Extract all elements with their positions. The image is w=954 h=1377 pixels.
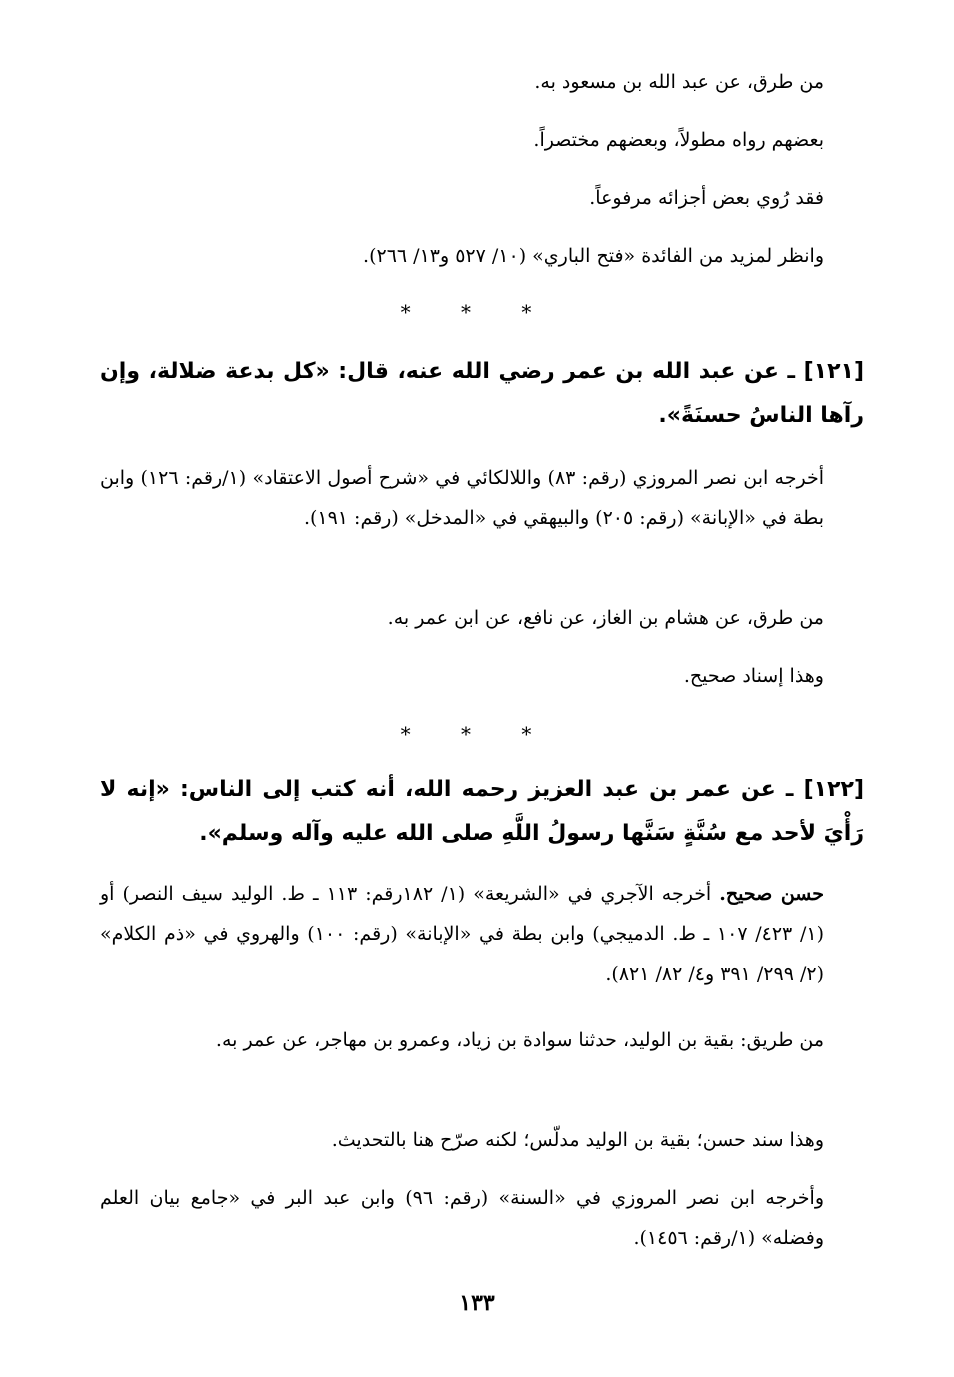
hadith-heading: [١٢٢] ـ عن عمر بن عبد العزيز رحمه الله، أنه كتب إلى الناس: «إنه لا رَأْيَ لأحد مع سُنَّةٍ سَنَّها رسولُ اللَّهِ صلى الله عليه وآله وسلم». [100,777,864,846]
text-line: بعضهم رواه مطولاً، وبعضهم مختصراً. [533,129,824,151]
section-separator: * * * [400,300,554,324]
grading-label: حسن صحيح. [719,883,824,905]
page-number: ١٣٣ [459,1290,495,1316]
hadith-grading: وهذا سند حسن؛ بقية بن الوليد مدلّس؛ لكنه صرّح هنا بالتحديث. [331,1129,824,1151]
hadith-heading: [١٢١] ـ عن عبد الله بن عمر رضي الله عنه، قال: «كل بدعة ضلالة، وإن رآها الناسُ حسنَةً». [100,359,864,428]
takhrij-text: أخرجه الآجري في «الشريعة» (١/ ١٨٢رقم: ١١٣ ـ ط. الوليد سيف النصر) أو (١/ ٤٢٣/ ١٠٧ ـ ط. الدميجي) وابن بطة في «الإبانة» (رقم: ١٠٠) والهروي في «ذم الكلام» (٢/ ٢٩٩/ ٣٩١ و٤/ ٨٢/ ٨٢١). [100,883,824,985]
text-line: وانظر لمزيد من الفائدة «فتح الباري» (١٠/ ٥٢٧ و١٣/ ٢٦٦). [363,245,824,267]
text-line: فقد رُوي بعض أجزائه مرفوعاً. [589,187,824,209]
hadith-grading: وهذا إسناد صحيح. [683,665,824,687]
section-separator: * * * [400,722,554,746]
text-line: من طرق، عن عبد الله بن مسعود به. [534,71,824,93]
takhrij-text: أخرجه ابن نصر المروزي (رقم: ٨٣) واللالكائي في «شرح أصول الاعتقاد» (١/رقم: ١٢٦) وابن بطة في «الإبانة» (رقم: ٢٠٥) والبيهقي في «المدخل» (رقم: ١٩١). [100,467,824,529]
hadith-additional: وأخرجه ابن نصر المروزي في «السنة» (رقم: ٩٦) وابن عبد البر في «جامع بيان العلم وفضله» (١/رقم: ١٤٥٦). [100,1187,824,1249]
hadith-takhrij [100,874,864,994]
hadith-chain: من طرق، عن هشام بن الغاز، عن نافع، عن ابن عمر به. [387,607,824,629]
hadith-chain: من طريق: بقية بن الوليد، حدثنا سوادة بن زياد، وعمرو بن مهاجر، عن عمر به. [215,1029,824,1051]
hadith-takhrij [100,458,864,538]
